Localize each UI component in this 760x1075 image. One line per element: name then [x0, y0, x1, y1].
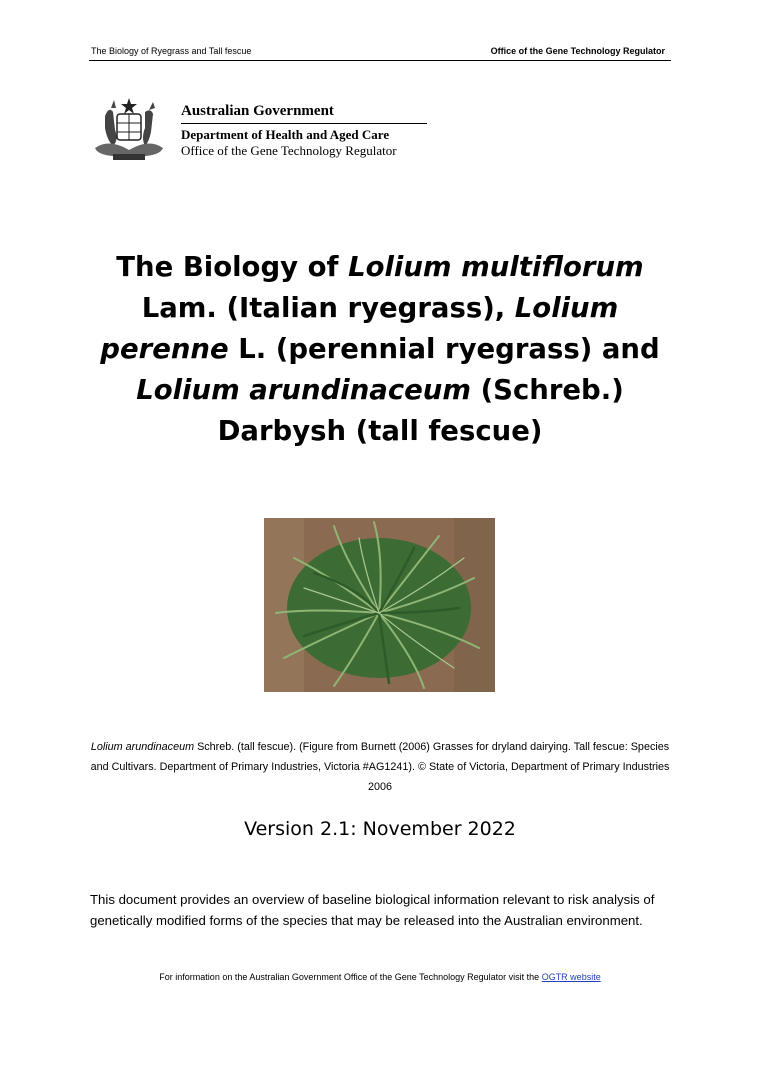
title-species-tall-fescue: Lolium arundinaceum [136, 374, 472, 406]
government-name: Australian Government [181, 102, 427, 124]
government-logo [89, 88, 429, 168]
ogtr-website-link[interactable]: OGTR website [541, 972, 601, 982]
title-part: The Biology of [116, 251, 349, 283]
department-name: Department of Health and Aged Care [181, 127, 390, 142]
running-header-agency: Office of the Gene Technology Regulator [490, 46, 665, 56]
document-title [90, 247, 670, 452]
title-part: (Schreb.) Darbysh (tall fescue) [217, 374, 624, 447]
title-part: L. (perennial ryegrass) and [228, 333, 660, 365]
title-part: Lam. (Italian ryegrass), [141, 292, 515, 324]
coat-of-arms-icon [89, 88, 169, 168]
caption-species: Lolium arundinaceum [90, 740, 195, 753]
running-header [89, 44, 671, 61]
office-name: Office of the Gene Technology Regulator [181, 143, 397, 158]
footer-note-text: For information on the Australian Government Office of the Gene Technology Regulator visit the [159, 972, 542, 982]
caption-text: Schreb. (tall fescue). (Figure from Burnett (2006) Grasses for dryland dairying. Tall fescue: Species and Cultivars. Department of Primary Industries, Victoria #AG1241). © State of Victoria, Department of Primary Industries 2006 [90, 740, 670, 793]
footer-note [90, 970, 670, 984]
running-header-title: The Biology of Ryegrass and Tall fescue [91, 46, 252, 56]
figure-caption [82, 737, 678, 797]
title-species-italian-ryegrass: Lolium multiflorum [348, 251, 644, 283]
overview-paragraph: This document provides an overview of baseline biological information relevant to risk analysis of genetically modified forms of the species that may be released into the Australian environment. [90, 892, 655, 929]
tall-fescue-photo [264, 518, 495, 692]
version-label: Version 2.1: November 2022 [244, 818, 516, 840]
title-species-perennial-ryegrass: Lolium perenne [100, 292, 619, 365]
